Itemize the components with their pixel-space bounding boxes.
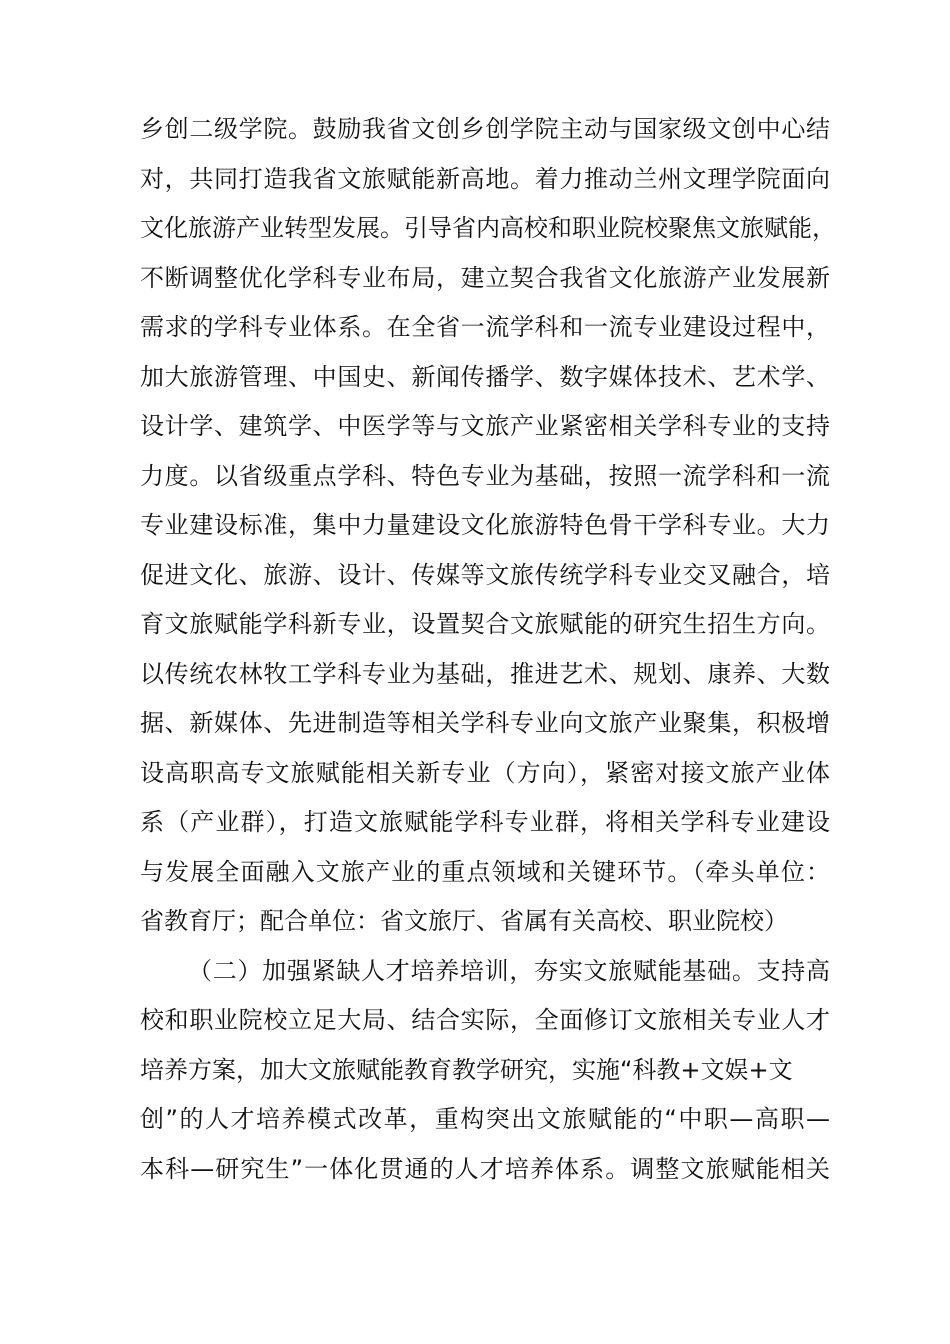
paragraph-line: 文化旅游产业转型发展。引导省内高校和职业院校聚焦文旅赋能， bbox=[140, 214, 836, 242]
document-body bbox=[140, 105, 836, 1194]
paragraph-line: 力度。以省级重点学科、特色专业为基础，按照一流学科和一流 bbox=[140, 461, 830, 490]
paragraph-line: 以传统农林牧工学科专业为基础，推进艺术、规划、康养、大数 bbox=[140, 659, 830, 688]
paragraph-line: 本科—研究生”一体化贯通的人才培养体系。调整文旅赋能相关 bbox=[140, 1154, 830, 1183]
paragraph-line: 系（产业群），打造文旅赋能学科专业群，将相关学科专业建设 bbox=[140, 808, 830, 836]
paragraph-line: 设计学、建筑学、中医学等与文旅产业紧密相关学科专业的支持 bbox=[140, 412, 830, 440]
paragraph-line: 需求的学科专业体系。在全省一流学科和一流专业建设过程中， bbox=[140, 313, 830, 341]
paragraph-line: 乡创二级学院。鼓励我省文创乡创学院主动与国家级文创中心结 bbox=[140, 115, 830, 143]
paragraph-line: 培养方案，加大文旅赋能教育教学研究，实施“科教+文娱+文 bbox=[140, 1055, 793, 1084]
paragraph-line: 不断调整优化学科专业布局，建立契合我省文化旅游产业发展新 bbox=[140, 263, 830, 292]
paragraph-line: 育文旅赋能学科新专业，设置契合文旅赋能的研究生招生方向。 bbox=[140, 610, 830, 638]
paragraph-line: 校和职业院校立足大局、结合实际，全面修订文旅相关专业人才 bbox=[140, 1006, 830, 1034]
paragraph-line: 与发展全面融入文旅产业的重点领域和关键环节。（牵头单位： bbox=[140, 857, 830, 886]
paragraph-line: 设高职高专文旅赋能相关新专业（方向），紧密对接文旅产业体 bbox=[140, 758, 830, 787]
paragraph-line: 省教育厅；配合单位：省文旅厅、省属有关高校、职业院校） bbox=[140, 907, 788, 935]
paragraph-line: 促进文化、旅游、设计、传媒等文旅传统学科专业交叉融合，培 bbox=[140, 560, 830, 589]
paragraph-line: 专业建设标准，集中力量建设文化旅游特色骨干学科专业。大力 bbox=[140, 511, 830, 539]
paragraph-1 bbox=[140, 105, 836, 947]
paragraph-line: （二）加强紧缺人才培养培训，夯实文旅赋能基础。支持高 bbox=[188, 956, 830, 985]
paragraph-line: 创”的人才培养模式改革，重构突出文旅赋能的“中职—高职— bbox=[140, 1105, 830, 1133]
paragraph-line: 对，共同打造我省文旅赋能新高地。着力推动兰州文理学院面向 bbox=[140, 164, 830, 193]
paragraph-line: 加大旅游管理、中国史、新闻传播学、数字媒体技术、艺术学、 bbox=[140, 362, 830, 391]
paragraph-line: 据、新媒体、先进制造等相关学科专业向文旅产业聚集，积极增 bbox=[140, 709, 830, 737]
paragraph-2 bbox=[140, 947, 830, 1195]
